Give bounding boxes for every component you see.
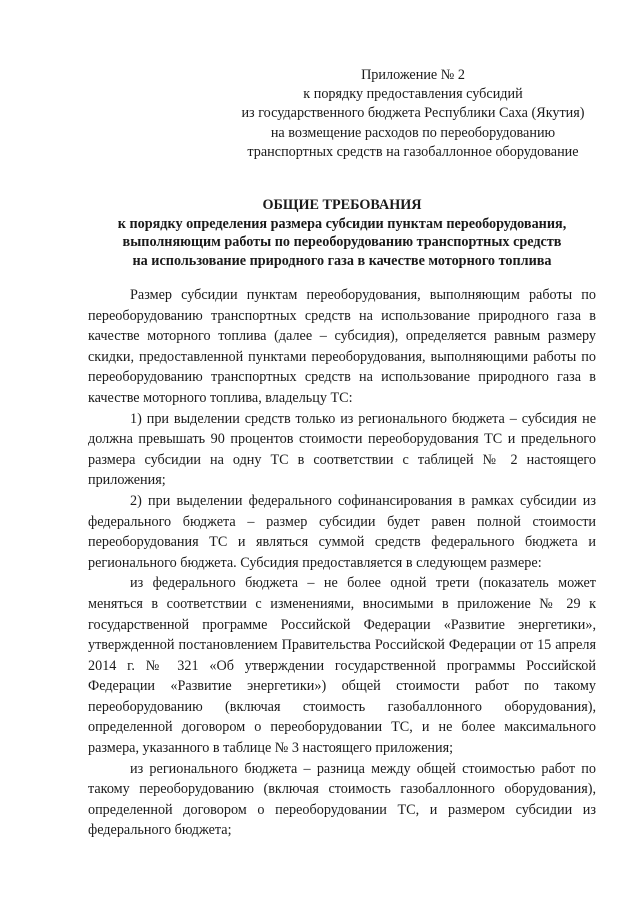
body-paragraph: Размер субсидии пунктам переоборудования, выполняющим работы по переоборудованию транспортных средств на использование природного газа в качестве моторного топлива (далее – субсидия), определяется равным размеру скидки, предоставленной пунктами переоборудования, выполняющими работы по переоборудованию транспортных средств на использование природного газа в качестве моторного топлива, владельцу ТС: — [88, 287, 596, 406]
heading-subtitle-line: к порядку определения размера субсидии пунктам переоборудования, — [117, 215, 567, 232]
appendix-line: к порядку предоставления субсидий — [303, 86, 523, 103]
body-paragraph: из регионального бюджета – разница между общей стоимостью работ по такому переоборудованию (включая стоимость газобаллонного оборудования), определенной договором о переоборудовании ТС, и размером субсидии из федерального бюджета; — [88, 760, 596, 839]
appendix-line: из государственного бюджета Республики Саха (Якутия) — [241, 105, 585, 122]
body-paragraph: из федерального бюджета – не более одной трети (показатель может меняться в соответствии с изменениями, вносимыми в приложение № 29 к государственной программе Российской Федерации «Развитие энергетики», утвержденной постановлением Правительства Российской Федерации от 15 апреля 2014 г. № 321 «Об утверждении государственной программы Российской Федерации «Развитие энергетики») общей стоимости работ по такому переоборудованию (включая стоимость газобаллонного оборудования), определенной договором о переоборудовании ТС, и не более максимального размера, указанного в таблице № 3 настоящего приложения; — [88, 575, 596, 757]
document-heading — [88, 196, 596, 270]
body-paragraph: 1) при выделении средств только из регионального бюджета – субсидия не должна превышать 90 процентов стоимости переоборудования ТС и предельного размера субсидии на одну ТС в соответствии с таблицей № 2 настоящего приложения; — [88, 410, 596, 489]
document-body — [88, 285, 596, 841]
body-paragraph: 2) при выделении федерального софинансирования в рамках субсидии из федерального бюджета – размер субсидии будет равен полной стоимости переоборудования ТС и являться суммой средств федерального бюджета и регионального бюджета. Субсидия предоставляется в следующем размере: — [88, 492, 596, 571]
appendix-line: транспортных средств на газобаллонное оборудование — [247, 143, 579, 160]
appendix-header — [228, 66, 598, 162]
heading-subtitle-line: выполняющим работы по переоборудованию транспортных средств — [122, 234, 562, 250]
heading-subtitle-line: на использование природного газа в качестве моторного топлива — [132, 252, 552, 269]
appendix-line: Приложение № 2 — [361, 67, 465, 83]
appendix-line: на возмещение расходов по переоборудованию — [270, 124, 556, 141]
heading-title: ОБЩИЕ ТРЕБОВАНИЯ — [262, 197, 422, 213]
